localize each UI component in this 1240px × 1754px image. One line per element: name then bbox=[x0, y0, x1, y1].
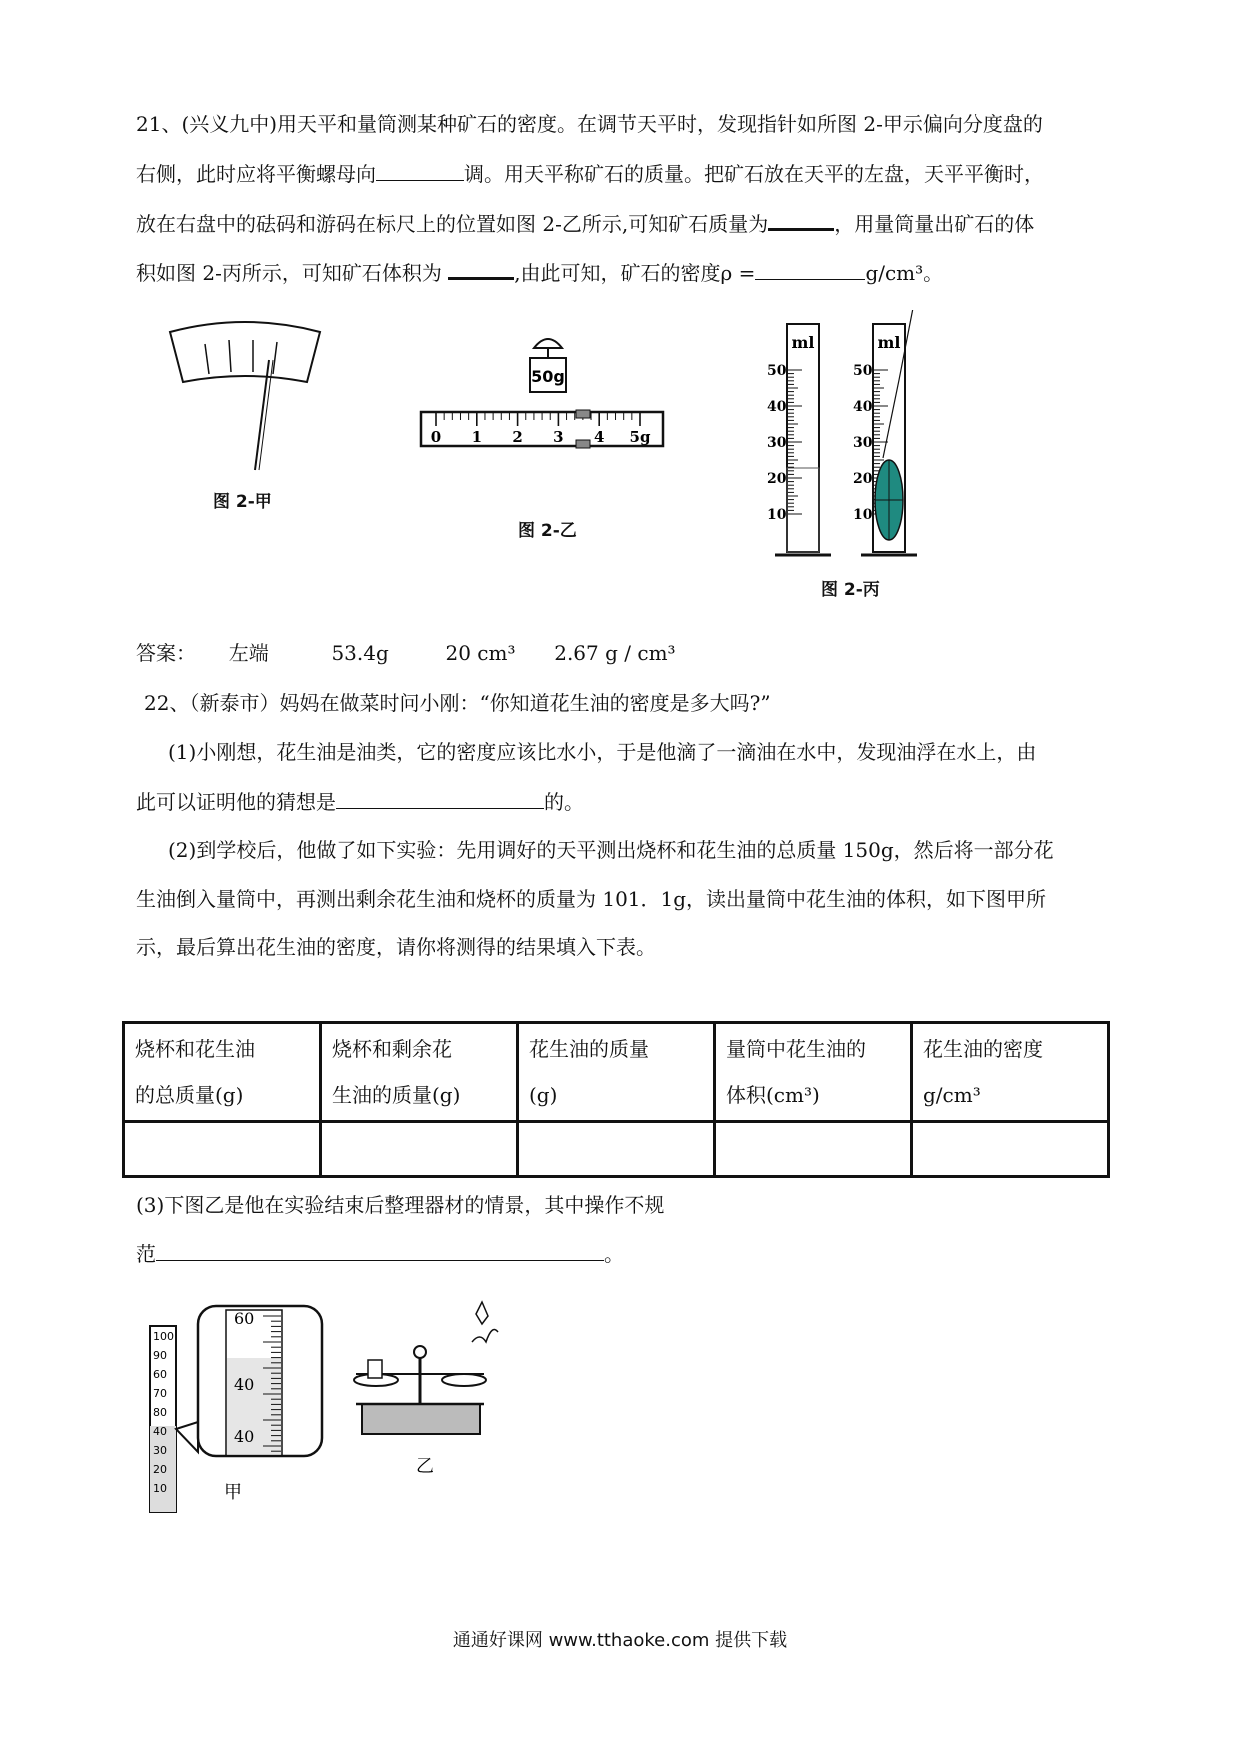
figure-2-yi bbox=[408, 326, 676, 562]
cylinder-tick-label: 40 bbox=[853, 399, 873, 415]
q21-line2 bbox=[136, 158, 1044, 189]
cylinder-tick-label: 40 bbox=[153, 1425, 167, 1438]
answer-value: 2.67 g / cm³ bbox=[554, 641, 676, 665]
table-row bbox=[124, 1122, 1109, 1177]
cylinder-tick-label: 60 bbox=[153, 1368, 167, 1381]
figure-2-jia bbox=[165, 312, 325, 537]
page-footer: 通通好课网 www.tthaoke.com 提供下载 bbox=[452, 1630, 788, 1651]
table-input-cell[interactable] bbox=[518, 1122, 715, 1177]
cylinder-tick-label: 80 bbox=[153, 1406, 167, 1419]
q21-line4 bbox=[136, 255, 943, 288]
dial-drawing bbox=[165, 312, 325, 502]
answer-blank[interactable] bbox=[376, 158, 464, 181]
bottom-figure-drawing bbox=[136, 1294, 526, 1524]
q21-line1: 21、(兴义九中)用天平和量筒测某种矿石的密度。在调节天平时，发现指针如所图 2-甲示偏向分度盘的 bbox=[136, 112, 1043, 136]
cylinder-tick-label: 90 bbox=[153, 1349, 167, 1362]
cylinder-tick-label: 100 bbox=[153, 1330, 174, 1343]
figure-caption: 图 2-丙 bbox=[821, 580, 880, 600]
answer-blank[interactable] bbox=[336, 786, 544, 809]
ruler-label: 5g bbox=[629, 428, 651, 446]
cylinder-tick-label: 10 bbox=[153, 1482, 167, 1495]
figure-bottom bbox=[136, 1294, 526, 1524]
results-table bbox=[122, 1021, 1110, 1178]
answer-value: 53.4g bbox=[331, 641, 389, 665]
q22-line1: 22、（新泰市）妈妈在做菜时问小刚：“你知道花生油的密度是多大吗?” bbox=[144, 691, 771, 715]
q21-line4-a: 积如图 2-丙所示，可知矿石体积为 bbox=[136, 261, 442, 285]
cylinder-tick-label: 50 bbox=[853, 363, 873, 379]
table-header-cell: 烧杯和花生油 的总质量(g) bbox=[124, 1023, 321, 1122]
zoom-label: 60 bbox=[234, 1309, 255, 1328]
answer-value: 20 cm³ bbox=[445, 641, 516, 665]
table-input-cell[interactable] bbox=[912, 1122, 1109, 1177]
q21-line3-b: ，用量筒量出矿石的体 bbox=[834, 212, 1035, 236]
weight-scale-drawing bbox=[408, 326, 676, 526]
q21-line2-b: 调。用天平称矿石的质量。把矿石放在天平的左盘，天平平衡时， bbox=[464, 162, 1044, 186]
zoom-label: 40 bbox=[234, 1427, 255, 1446]
table-header-cell: 花生油的密度 g/cm³ bbox=[912, 1023, 1109, 1122]
table-header-cell: 量筒中花生油的 体积(cm³) bbox=[715, 1023, 912, 1122]
q22-p3-line2-a: 范 bbox=[136, 1242, 156, 1266]
figure-label-yi: 乙 bbox=[416, 1456, 434, 1477]
weight-label: 50g bbox=[531, 367, 565, 386]
zoom-label: 40 bbox=[234, 1375, 255, 1394]
ruler-label: 2 bbox=[512, 428, 523, 446]
answer-blank[interactable] bbox=[156, 1238, 604, 1261]
q21-line4-b: ,由此可知，矿石的密度ρ = bbox=[514, 261, 756, 285]
cylinder-tick-label: 40 bbox=[767, 399, 787, 415]
q22-p1-line1: (1)小刚想，花生油是油类，它的密度应该比水小，于是他滴了一滴油在水中，发现油浮在水上，由 bbox=[168, 740, 1037, 764]
q22-p2-line2: 生油倒入量筒中，再测出剩余花生油和烧杯的质量为 101．1g，读出量筒中花生油的体积，如下图甲所 bbox=[136, 887, 1047, 911]
cylinders-drawing bbox=[765, 310, 930, 570]
figure-2-bing bbox=[765, 310, 930, 615]
left-cylinder-ticks bbox=[767, 363, 802, 523]
answer-blank[interactable] bbox=[768, 206, 834, 231]
q21-line3 bbox=[136, 206, 1034, 239]
answer-value: 左端 bbox=[228, 641, 269, 665]
figure-caption: 图 2-甲 bbox=[213, 492, 272, 512]
figure-label-jia: 甲 bbox=[224, 1482, 242, 1503]
ruler-label: 0 bbox=[430, 428, 442, 446]
cylinder-tick-label: 10 bbox=[767, 507, 787, 523]
unit-label: ml bbox=[877, 333, 901, 352]
table-input-cell[interactable] bbox=[715, 1122, 912, 1177]
cylinder-tick-label: 20 bbox=[767, 471, 787, 487]
cylinder-tick-label: 20 bbox=[853, 471, 873, 487]
cylinder-tick-label: 20 bbox=[153, 1463, 167, 1476]
q22-p3-line1: (3)下图乙是他在实验结束后整理器材的情景，其中操作不规 bbox=[136, 1193, 665, 1217]
q22-p3-line2-b: 。 bbox=[604, 1242, 624, 1266]
q21-line4-c: g/cm³。 bbox=[865, 261, 944, 285]
answer-label: 答案： bbox=[136, 641, 196, 665]
q22-p1-line2-b: 的。 bbox=[544, 790, 584, 814]
ruler-label: 4 bbox=[593, 428, 605, 446]
cylinder-tick-label: 30 bbox=[853, 435, 873, 451]
q22-p2-line3: 示，最后算出花生油的密度，请你将测得的结果填入下表。 bbox=[136, 935, 656, 959]
table-input-cell[interactable] bbox=[321, 1122, 518, 1177]
cylinder-tick-label: 30 bbox=[767, 435, 787, 451]
table-header-cell: 烧杯和剩余花 生油的质量(g) bbox=[321, 1023, 518, 1122]
table-input-cell[interactable] bbox=[124, 1122, 321, 1177]
figure-caption: 图 2-乙 bbox=[518, 521, 577, 541]
table-header-row bbox=[124, 1023, 1109, 1122]
answer-line bbox=[136, 638, 676, 668]
unit-label: ml bbox=[791, 333, 815, 352]
q21-line2-a: 右侧，此时应将平衡螺母向 bbox=[136, 162, 376, 186]
ruler-label: 3 bbox=[553, 428, 564, 446]
answer-blank[interactable] bbox=[755, 257, 865, 280]
cylinder-tick-label: 70 bbox=[153, 1387, 167, 1400]
q21-line3-a: 放在右盘中的砝码和游码在标尺上的位置如图 2-乙所示,可知矿石质量为 bbox=[136, 212, 769, 236]
q22-p1-line2 bbox=[136, 786, 584, 817]
cylinder-tick-label: 50 bbox=[767, 363, 787, 379]
q22-p1-line2-a: 此可以证明他的猜想是 bbox=[136, 790, 336, 814]
cylinder-tick-label: 10 bbox=[853, 507, 873, 523]
answer-blank[interactable] bbox=[448, 255, 514, 280]
q22-p3-line2 bbox=[136, 1238, 624, 1269]
cylinder-tick-label: 30 bbox=[153, 1444, 167, 1457]
table-header-cell: 花生油的质量 (g) bbox=[518, 1023, 715, 1122]
q22-p2-line1: (2)到学校后，他做了如下实验：先用调好的天平测出烧杯和花生油的总质量 150g，然后将一部分花 bbox=[168, 838, 1054, 862]
ruler-label: 1 bbox=[471, 428, 483, 446]
